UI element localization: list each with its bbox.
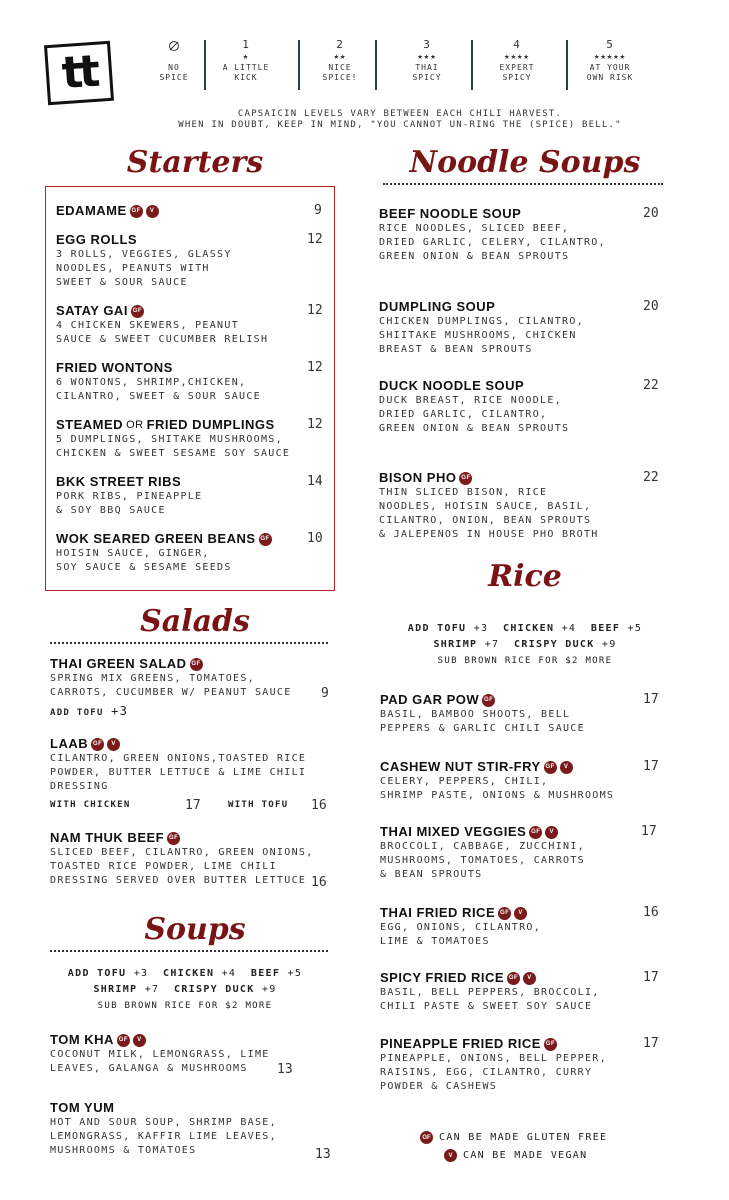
spice-level-3: 3 ★★★ THAI SPICY [412,38,442,82]
menu-item-bkk-ribs: BKK STREET RIBS PORK RIBS, PINEAPPLE & SOY BBQ SAUCE [56,474,203,516]
spice-level-2: 2 ★★ NICE SPICE! [322,38,358,82]
gluten-free-icon: GF [507,972,520,985]
soups-title: Soups [144,912,246,947]
item-price: 12 [307,232,323,247]
menu-item-nam-thuk-beef: NAM THUK BEEF GF SLICED BEEF, CILANTRO, GREEN ONIONS, TOASTED RICE POWDER, LIME CHILI DRESSING SERVED OVER BUTTER LETTUCE [50,830,314,886]
spice-note: CAPSAICIN LEVELS VARY BETWEEN EACH CHILI HARVEST. WHEN IN DOUBT, KEEP IN MIND, "YOU CANNOT UN-RING THE (SPICE) BELL." [178,109,622,130]
item-price: 17 [185,798,201,813]
spice-level-0: NO SPICE [134,40,214,83]
menu-item-spicy-fried-rice: SPICY FRIED RICE GF V BASIL, BELL PEPPERS, BROCCOLI, CHILI PASTE & SWEET SOY SAUCE [380,970,600,1012]
gluten-free-icon: GF [259,533,272,546]
item-price: 22 [643,378,659,393]
starters-title: Starters [126,145,264,180]
item-price: 9 [321,686,329,701]
gluten-free-icon: GF [167,832,180,845]
item-price: 10 [307,531,323,546]
menu-item-thai-green-salad: THAI GREEN SALAD GF SPRING MIX GREENS, TOMATOES, CARROTS, CUCUMBER W/ PEANUT SAUCE ADD TOFU +3 [50,656,292,718]
legend-gluten-free: GF CAN BE MADE GLUTEN FREE [420,1131,607,1144]
vegan-icon: V [107,738,120,751]
item-price: 17 [643,692,659,707]
menu-item-pineapple-fried-rice: PINEAPPLE FRIED RICE GF PINEAPPLE, ONIONS, BELL PEPPER, RAISINS, EGG, CILANTRO, CURRY POWDER & CASHEWS [380,1036,607,1092]
legend-vegan: V CAN BE MADE VEGAN [444,1149,587,1162]
restaurant-logo: tt [44,41,114,105]
item-price: 13 [277,1062,293,1077]
salads-divider [50,642,328,644]
menu-item-tom-kha: TOM KHA GF V COCONUT MILK, LEMONGRASS, LIME LEAVES, GALANGA & MUSHROOMS [50,1032,270,1074]
gluten-free-icon: GF [420,1131,433,1144]
item-price: 14 [307,474,323,489]
spice-level-1: 1 ★ A LITTLE KICK [222,38,270,82]
item-price: 20 [643,206,659,221]
vegan-icon: V [523,972,536,985]
menu-item-duck-noodle-soup: DUCK NOODLE SOUP DUCK BREAST, RICE NOODLE, DRIED GARLIC, CILANTRO, GREEN ONION & BEAN SPROUTS [379,378,570,434]
menu-item-edamame: EDAMAME GF V [56,203,326,219]
spice-level-4: 4 ★★★★ EXPERT SPICY [499,38,535,82]
gluten-free-icon: GF [498,907,511,920]
item-price: 13 [315,1147,331,1162]
gluten-free-icon: GF [131,305,144,318]
gluten-free-icon: GF [482,694,495,707]
gluten-free-icon: GF [190,658,203,671]
item-price: 20 [643,299,659,314]
menu-item-green-beans: WOK SEARED GREEN BEANS GF HOISIN SAUCE, GINGER, SOY SAUCE & SESAME SEEDS [56,531,270,573]
item-price: 17 [643,970,659,985]
menu-item-beef-noodle-soup: BEEF NOODLE SOUP RICE NOODLES, SLICED BEEF, DRIED GARLIC, CELERY, CILANTRO, GREEN ONION & BEAN SPROUTS [379,206,606,262]
menu-item-dumplings: STEAMED OR FRIED DUMPLINGS 5 DUMPLINGS, SHITAKE MUSHROOMS, CHICKEN & SWEET SESAME SOY SAUCE [56,417,291,459]
item-price: 12 [307,360,323,375]
menu-item-laab: LAAB GF V CILANTRO, GREEN ONIONS,TOASTED RICE POWDER, BUTTER LETTUCE & LIME CHILI DRESSING [50,736,307,792]
item-price: 12 [307,417,323,432]
menu-item-egg-rolls: EGG ROLLS 3 ROLLS, VEGGIES, GLASSY NOODLES, PEANUTS WITH SWEET & SOUR SAUCE [56,232,232,288]
vegan-icon: V [514,907,527,920]
vegan-icon: V [545,826,558,839]
menu-item-cashew-nut-stir-fry: CASHEW NUT STIR-FRY GF V CELERY, PEPPERS, CHILI, SHRIMP PASTE, ONIONS & MUSHROOMS [380,759,615,801]
gluten-free-icon: GF [544,1038,557,1051]
item-price: 9 [314,203,322,218]
laab-tofu-option: WITH TOFU [228,800,289,810]
soups-divider [50,950,328,952]
spice-level-5: 5 ★★★★★ AT YOUR OWN RISK [586,38,634,82]
item-price: 12 [307,303,323,318]
menu-item-satay-gai: SATAY GAI GF 4 CHICKEN SKEWERS, PEANUT SAUCE & SWEET CUCUMBER RELISH [56,303,269,345]
menu-item-dumpling-soup: DUMPLING SOUP CHICKEN DUMPLINGS, CILANTRO, SHIITAKE MUSHROOMS, CHICKEN BREAST & BEAN SPROUTS [379,299,584,355]
gluten-free-icon: GF [117,1034,130,1047]
gluten-free-icon: GF [529,826,542,839]
gluten-free-icon: GF [544,761,557,774]
gluten-free-icon: GF [130,205,143,218]
soups-addons: ADD TOFU +3 CHICKEN +4 BEEF +5 SHRIMP +7 CRISPY DUCK +9 SUB BROWN RICE FOR $2 MORE [67,968,303,1011]
gluten-free-icon: GF [459,472,472,485]
item-price: 17 [643,1036,659,1051]
item-price: 16 [311,798,327,813]
menu-item-tom-yum: TOM YUM HOT AND SOUR SOUP, SHRIMP BASE, LEMONGRASS, KAFFIR LIME LEAVES, MUSHROOMS & TOMATOES [50,1100,277,1156]
gluten-free-icon: GF [91,738,104,751]
menu-item-pad-gar-pow: PAD GAR POW GF BASIL, BAMBOO SHOOTS, BELL PEPPERS & GARLIC CHILI SAUCE [380,692,585,734]
item-price: 16 [643,905,659,920]
noodle-soups-divider [383,183,663,185]
rice-addons: ADD TOFU +3 CHICKEN +4 BEEF +5 SHRIMP +7 CRISPY DUCK +9 SUB BROWN RICE FOR $2 MORE [407,623,643,666]
menu-item-thai-fried-rice: THAI FRIED RICE GF V EGG, ONIONS, CILANTRO, LIME & TOMATOES [380,905,542,947]
vegan-icon: V [560,761,573,774]
vegan-icon: V [146,205,159,218]
menu-item-bison-pho: BISON PHO GF THIN SLICED BISON, RICE NOODLES, HOISIN SAUCE, BASIL, CILANTRO, ONION, BEAN SPROUTS & JALEPENOS IN HOUSE PHO BROTH [379,470,599,540]
noodle-soups-title: Noodle Soups [409,145,641,180]
vegan-icon: V [444,1149,457,1162]
salads-title: Salads [140,604,250,639]
item-price: 16 [311,875,327,890]
item-price: 22 [643,470,659,485]
menu-item-thai-mixed-veggies: THAI MIXED VEGGIES GF V BROCCOLI, CABBAGE, ZUCCHINI, MUSHROOMS, TOMATOES, CARROTS & BEAN SPROUTS [380,824,585,880]
item-price: 17 [641,824,657,839]
laab-chicken-option: WITH CHICKEN [50,800,131,810]
no-spice-icon [134,40,214,52]
item-price: 17 [643,759,659,774]
rice-title: Rice [488,559,562,594]
menu-item-fried-wontons: FRIED WONTONS 6 WONTONS, SHRIMP,CHICKEN, CILANTRO, SWEET & SOUR SAUCE [56,360,261,402]
vegan-icon: V [133,1034,146,1047]
